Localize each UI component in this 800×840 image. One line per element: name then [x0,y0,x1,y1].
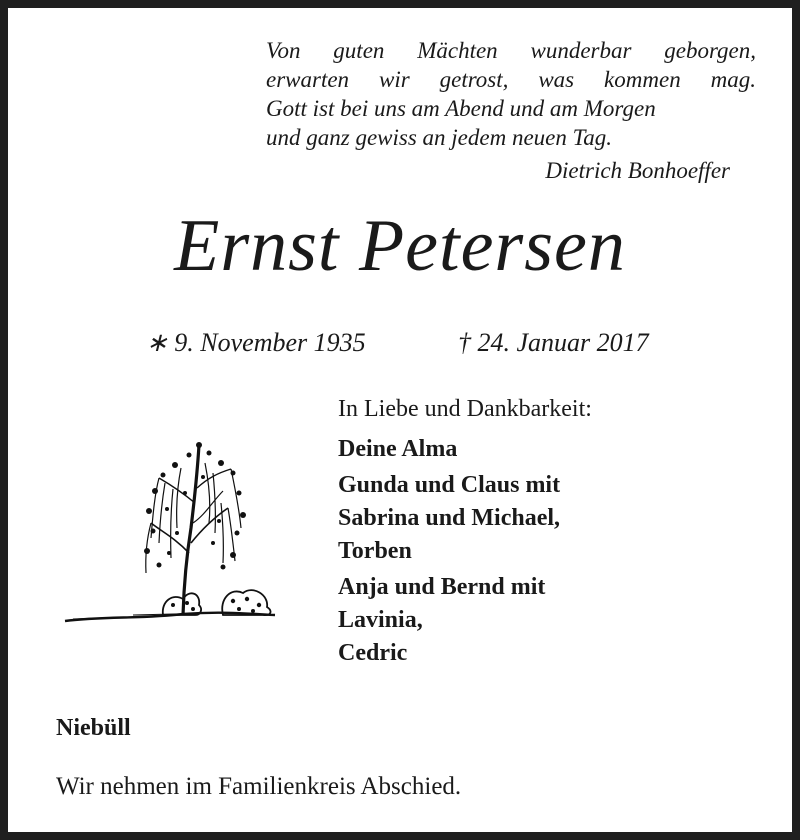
mourner-line: Sabrina und Michael, [338,505,561,531]
mourner-group [338,571,592,670]
mourner-line: Cedric [338,640,408,666]
place-name: Niebüll [56,715,131,741]
mourners-block [338,396,592,673]
mourner-line: Anja und Bernd mit [338,574,546,600]
mourner-group [338,433,592,466]
mourners-intro: In Liebe und Dankbarkeit: [338,396,592,422]
mourner-line: Torben [338,538,412,564]
mourner-group [338,469,592,568]
birch-tree-icon [63,433,283,633]
obituary-notice [8,8,792,832]
mourner-line: Gunda und Claus mit [338,472,561,498]
poem-line: Gott ist bei uns am Abend und am Morgen [266,96,656,121]
poem-line: und ganz gewiss an jedem neuen Tag. [266,125,613,150]
mourner-line: Deine Alma [338,436,458,462]
poem-line: erwarten wir getrost, was kommen mag. [266,67,756,92]
mourner-line: Lavinia, [338,607,423,633]
bonhoeffer-poem [266,36,756,152]
birth-date: ∗ 9. November 1935 [146,328,366,357]
closing-statement: Wir nehmen im Familienkreis Abschied. [56,773,462,800]
poem-author: Dietrich Bonhoeffer [545,158,730,183]
deceased-name: Ernst Petersen [174,205,626,287]
poem-line: Von guten Mächten wunderbar geborgen, [266,38,756,63]
death-date: † 24. Januar 2017 [458,328,649,357]
